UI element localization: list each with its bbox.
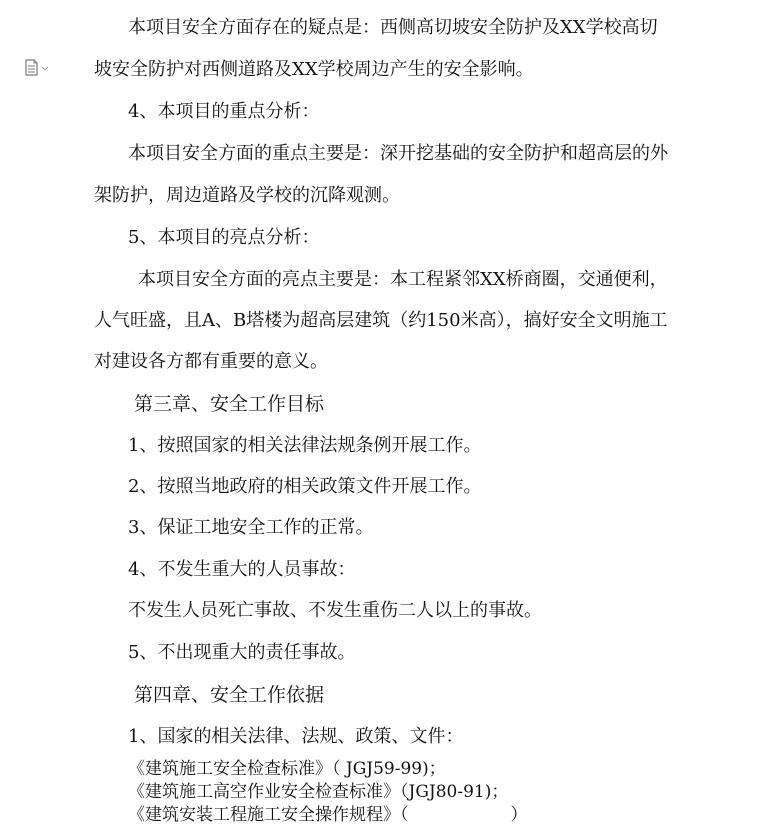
para-highlight-line3: 对建设各方都有重要的意义。: [94, 351, 328, 372]
reference-item: 《建筑施工安全检查标准》（ JGJ59-99)；: [128, 759, 446, 779]
para-key-line2: 架防护，周边道路及学校的沉降观测。: [94, 185, 400, 206]
para-doubt-line1: 本项目安全方面存在的疑点是：西侧高切坡安全防护及XX学校高切: [128, 17, 658, 38]
para-highlight-line1: 本项目安全方面的亮点主要是：本工程紧邻XX桥商圈，交通便利，: [138, 269, 668, 290]
goal1-item: 1、按照国家的相关法律法规条例开展工作。: [128, 435, 482, 456]
para-highlight-line2: 人气旺盛，且A、B塔楼为超高层建筑（约150米高），搞好安全文明施工: [94, 310, 668, 331]
goal5-item: 5、不出现重大的责任事故。: [128, 642, 356, 663]
item5-heading: 5、本项目的亮点分析：: [128, 227, 320, 248]
basis1-item: 1、国家的相关法律、法规、政策、文件：: [128, 726, 464, 747]
goal4-detail: 不发生人员死亡事故、不发生重伤二人以上的事故。: [128, 600, 542, 621]
reference-item: 《建筑安装工程施工安全操作规程》（ ）: [128, 805, 528, 825]
item4-heading: 4、本项目的重点分析：: [128, 101, 320, 122]
goal4-item: 4、不发生重大的人员事故：: [128, 559, 356, 580]
chapter3-title: 第三章、安全工作目标: [134, 393, 325, 415]
para-key-line1: 本项目安全方面的重点主要是：深开挖基础的安全防护和超高层的外: [128, 143, 668, 164]
para-doubt-line2: 坡安全防护对西侧道路及XX学校周边产生的安全影响。: [94, 59, 534, 80]
goal3-item: 3、保证工地安全工作的正常。: [128, 517, 374, 538]
document-icon[interactable]: [24, 59, 54, 77]
reference-item: 《建筑施工高空作业安全检查标准》（JGJ80-91)；: [128, 782, 509, 802]
goal2-item: 2、按照当地政府的相关政策文件开展工作。: [128, 476, 482, 497]
chapter4-title: 第四章、安全工作依据: [134, 684, 325, 706]
